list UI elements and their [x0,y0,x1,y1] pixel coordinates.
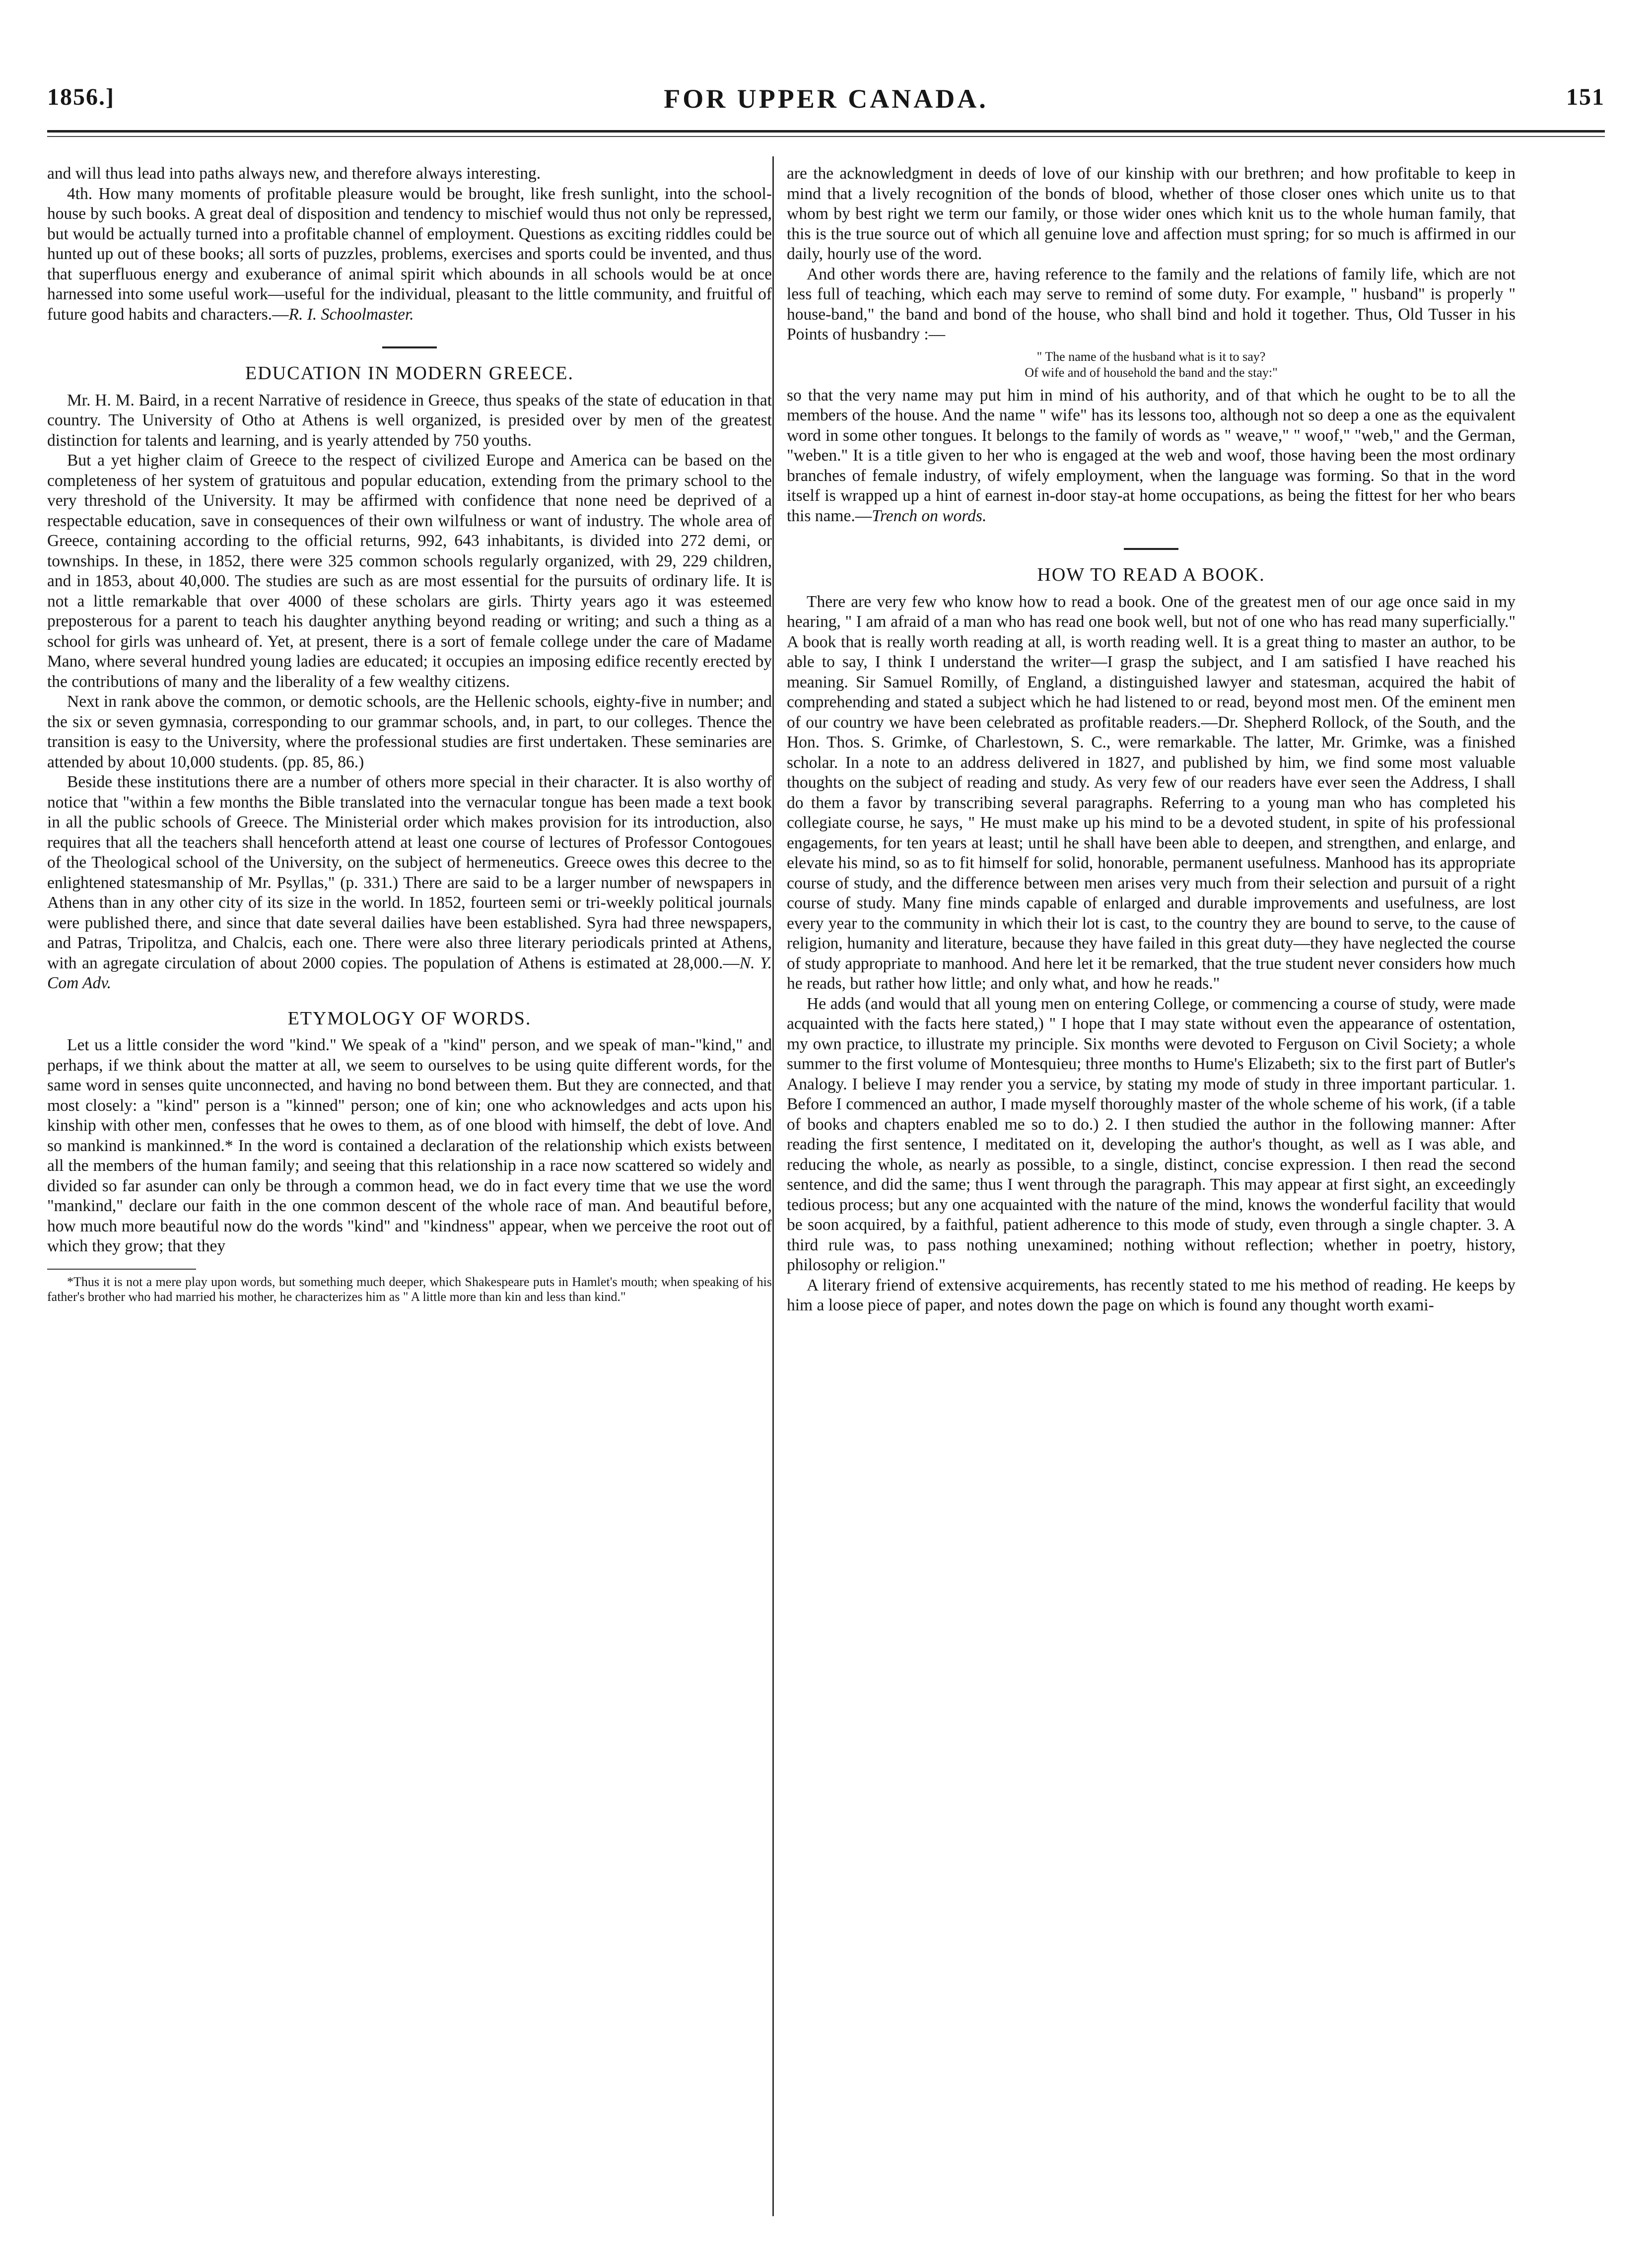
article-continuation-p2: 4th. How many moments of profitable pleasure would be brought, like fresh sunlight, into the school-house by such books. A great deal of disposition and tendency to mischief would thus not only be repressed, but would be actually turned into a profitable channel of employment. Questions as exciting riddles could be hunted up out of these books; all sorts of puzzles, problems, exercises and sports could be invented, and thus that superfluous energy and exuberance of animal spirit which abounds in all schools would be at once harnessed into some useful work—useful for the individual, pleasant to the little community, and fruitful of future good habits and characters.—R. I. Schoolmaster. [47,184,772,324]
greece-paragraph: Beside these institutions there are a number of others more special in their character. It is also worthy of notice that "within a few months the Bible translated into the vernacular tongue has been made a text book in all the public schools of Greece. The Ministerial order which makes provision for its introduction, also requires that all the teachers shall henceforth attend at least one course of lectures of Professor Contogoues of the Theological school of the University, on the subject of hermeneutics. Greece owes this decree to the enlightened statesmanship of Mr. Psyllas," (p. 331.) There are said to be a larger number of newspapers in Athens than in any other city of its size in the world. In 1852, fourteen semi or tri-weekly political journals were published there, and since that date several dailies have been established. Syra had three newspapers, and Patras, Tripolitza, and Chalcis, each one. There were also three literary periodicals printed at Athens, with an agregate circulation of about 2000 copies. The population of Athens is estimated at 28,000.—N. Y. Com Adv. [47,773,772,992]
page-header [47,83,1605,123]
greece-paragraph: Mr. H. M. Baird, in a recent Narrative of residence in Greece, thus speaks of the state of education in that country. The University of Otho at Athens is well organized, is presided over by men of the greatest distinction for talents and learning, and is yearly attended by 750 youths. [47,391,772,450]
column-divider [772,156,774,2216]
right-column [787,164,1515,1316]
etymology-continuation-p2: And other words there are, having reference to the family and the relations of family life, which are not less full of teaching, which each may serve to remind of some duty. For example, " husband" is properly " house-band," the band and bond of the house, who shall bind and hold it together. Thus, Old Tusser in his Points of husbandry :— [787,265,1515,343]
etymology-paragraph: Let us a little consider the word "kind." We speak of a "kind" person, and we speak of man-"kind," and perhaps, if we think about the matter at all, we seem to ourselves to be using quite different words, for the same word in senses quite unconnected, and having no bond between them. But they are connected, and that most closely: a "kind" person is a "kinned" person; one of kin; one who acknowledges and acts upon his kinship with other men, confesses that he owes to them, as of one blood with himself, the debt of love. And so mankind is mankinned.* In the word is contained a declaration of the relationship which exists between all the members of the human family; and seeing that this relationship in a race now scattered so widely and divided so far asunder can only be through a common head, we do in fact every time that we use the word "mankind," declare our faith in the one common descent of the whole race of man. And beautiful before, how much more beautiful now do the words "kind" and "kindness" appear, when we perceive the root out of which they grow; that they [47,1036,772,1255]
etymology-end: so that the very name may put him in mind of his authority, and of that which he ought to be to all the members of the house. And the name " wife" has its lessons too, although not so deep a one as the equivalent word in some other tongues. It belongs to the family of words as " weave," " woof," "web," and the German, "weben." It is a title given to her who is engaged at the web and woof, those having been the most ordinary branches of female industry, of wifely employment, when the language was forming. So that in the word itself is wrapped up a hint of earnest in-door stay-at home occupations, as being the fittest for her who bears this name.—Trench on words. [787,386,1515,525]
book-paragraph: There are very few who know how to read a book. One of the greatest men of our age once said in my hearing, " I am afraid of a man who has read one book well, but not of one who has read many superficially." A book that is really worth reading at all, is worth reading well. It is a great thing to master an author, to be able to say, I think I understand the writer—I grasp the subject, and I am satisfied I have reached his meaning. Sir Samuel Romilly, of England, a distinguished lawyer and statesman, acquired the habit of comprehending and stated a subject which he had listened to or read, beyond most men. Of the eminent men of our country we have been celebrated as profitable readers.—Dr. Shepherd Rollock, of the South, and the Hon. Thos. S. Grimke, of Charlestown, S. C., were remarkable. The latter, Mr. Grimke, was a finished scholar. In a note to an address delivered in 1827, and published by him, we find some most valuable thoughts on the subject of reading and study. As very few of our readers have ever seen the Address, I shall do them a favor by transcribing several paragraphs. Referring to a young man who has completed his collegiate course, he says, " He must make up his mind to be a devoted student, in spite of his professional engagements, for ten years at least; until he shall have been able to deepen, and strengthen, and enlarge, and elevate his mind, so as to fit himself for solid, honorable, permanent usefulness. Manhood has its appropriate course of study, and the difference between men arises very much from their selection and pursuit of a right course of study. Many fine minds capable of enlarged and durable improvements and usefulness, are lost every year to the community in which their lot is cast, to the country they are bound to serve, to the cause of religion, humanity and literature, because they have failed in this great duty—they have neglected the course of study appropriate to manhood. And here let it be remarked, that the true student never considers how much he reads, but rather how little; and only what, and how he reads." [787,592,1515,993]
article-continuation-p1: and will thus lead into paths always new, and therefore always interesting. [47,164,541,183]
header-rule [47,130,1605,133]
greece-paragraph: Next in rank above the common, or demotic schools, are the Hellenic schools, eighty-five in number; and the six or seven gymnasia, corresponding to our grammar schools, and, in part, to our colleges. Thence the transition is easy to the University, where the professional studies are first undertaken. These seminaries are attended by about 10,000 students. (pp. 85, 86.) [47,692,772,771]
verse-line: " The name of the husband what is it to say? [1036,349,1266,364]
footnote: *Thus it is not a mere play upon words, but something much deeper, which Shakespeare puts in Hamlet's mouth; when speaking of his father's brother who had married his mother, he characterizes him as " A little more than kin and less than kind." [47,1274,772,1304]
source-credit: R. I. Schoolmaster. [288,305,414,324]
book-paragraph: He adds (and would that all young men on entering College, or commencing a course of study, were made acquainted with the facts here stated,) " I hope that I may state without even the appearance of ostentation, my own practice, to illustrate my principle. Six months were devoted to Ferguson on Civil Society; a whole summer to the first volume of Montesquieu; three months to Hume's Elizabeth; six to the first part of Butler's Analogy. I believe I may render you a service, by stating my mode of study in three important particular. 1. Before I commenced an author, I made myself thoroughly master of the whole scheme of his work, (if a table of books and chapters enabled me so to do.) 2. I then studied the author in the following manner: After reading the first sentence, I meditated on it, developing the author's thought, as well as I was able, and reducing the whole, as nearly as possible, to a single, distinct, concise expression. I then read the second sentence, and did the same; thus I went through the paragraph. This may appear at first sight, an exceedingly tedious process; but any one acquainted with the nature of the mind, knows the wonderful facility that would be soon acquired, by a faithful, patient adherence to this mode of study, even through a single chapter. 3. A third rule was, to pass nothing unexamined; nothing without reflection; whether in poetry, history, philosophy or religion." [787,994,1515,1274]
footnote-rule [47,1269,196,1270]
section-divider [1124,548,1178,550]
left-column [47,164,772,1304]
source-credit: N. Y. Com Adv. [47,953,772,992]
section-divider [382,346,437,348]
etymology-continuation-p1: are the acknowledgment in deeds of love of our kinship with our brethren; and how profitable to keep in mind that a lively recognition of the bonds of blood, whether of those closer ones which unite us to that whom by best right we term our family, or those wider ones which knit us to the whole human family, that this is the true source out of which all genuine love and affection must spring; for so much is affirmed in our daily, hourly use of the word. [787,164,1515,263]
verse-quote [787,349,1515,381]
header-rule-thin [47,136,1605,137]
book-paragraph: A literary friend of extensive acquirements, has recently stated to me his method of reading. He keeps by him a loose piece of paper, and notes down the page on which is found any thought worth exami- [787,1276,1515,1314]
header-title: FOR UPPER CANADA. [664,84,988,114]
verse-line: Of wife and of household the band and the stay:" [1025,365,1278,380]
header-year: 1856.] [47,84,115,110]
greece-paragraph: But a yet higher claim of Greece to the respect of civilized Europe and America can be based on the completeness of her system of gratuitous and popular education, extending from the primary school to the very threshold of the University. It may be affirmed with confidence that none need be deprived of a respectable education, save in consequences of their own wilfulness or want of industry. The whole area of Greece, containing according to the official returns, 992, 643 inhabitants, is divided into 272 demi, or townships. In these, in 1852, there were 325 common schools regularly organized, with 29, 229 children, and in 1853, about 40,000. The studies are such as are most essential for the pursuits of ordinary life. It is not a little remarkable that over 4000 of these scholars are girls. Thirty years ago it was esteemed preposterous for a parent to teach his daughter anything beyond reading or writing; and such a thing as a school for girls was unheard of. Yet, at present, there is a sort of female college under the care of Madame Mano, where several hundred young ladies are educated; it occupies an imposing edifice recently erected by the contributions of many and the liberality of a few wealthy citizens. [47,451,772,691]
heading-read-book: HOW TO READ A BOOK. [1037,564,1265,585]
heading-etymology: ETYMOLOGY OF WORDS. [287,1008,532,1029]
page-number: 151 [1566,84,1605,110]
heading-education-greece: EDUCATION IN MODERN GREECE. [245,363,574,384]
source-credit: Trench on words. [872,506,987,525]
